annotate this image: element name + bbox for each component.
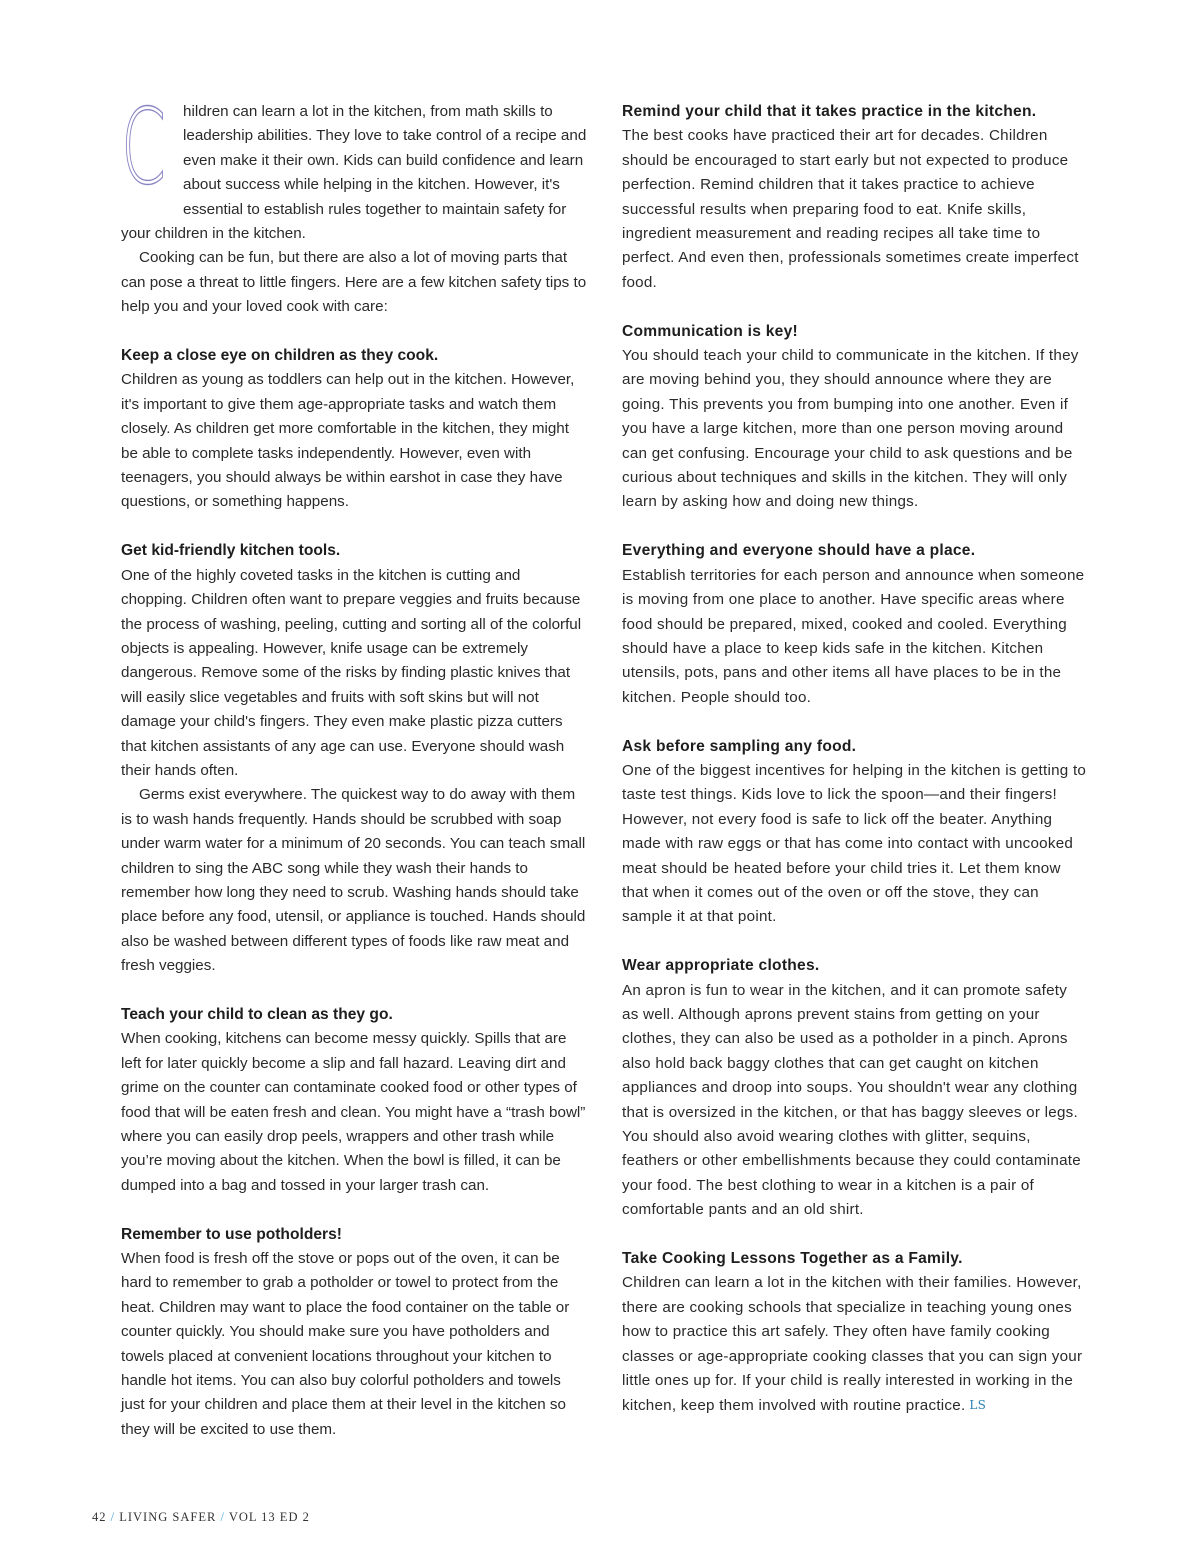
section-paragraph: When food is fresh off the stove or pops out of the oven, it can be hard to remember to grab a potholder or towel to protect from the heat. Children may want to place the food container on the table or counter quickly. You should make sure you have potholders and towels placed at convenient locations throughout your kitchen to handle hot items. You can also buy colorful potholders and towels just for your children and place them at their level in the kitchen so they will be excited to use them. (121, 1250, 570, 1438)
section-heading: Communication is key! (622, 322, 798, 340)
issue-label: VOL 13 ED 2 (228, 1510, 310, 1524)
left-column (121, 86, 587, 1442)
section-paragraph: The best cooks have practiced their art for decades. Children should be encouraged to start early but not expected to produce perfection. Remind children that it takes practice to achieve successful results when preparing food to eat. Knife skills, ingredient measurement and reading recipes all take time to perfect. And even then, professionals sometimes create imperfect food. (622, 127, 1079, 291)
section-paragraph: You should teach your child to communicate in the kitchen. If they are moving behind you, they should announce where they are going. This prevents you from bumping into one another. Even if you have a large kitchen, more than one person moving around can get confusing. Encourage your child to ask questions and be curious about techniques and skills in the kitchen. They will only learn by asking how and doing new things. (622, 347, 1079, 511)
section-heading: Remember to use potholders! (121, 1225, 342, 1243)
section-heading: Wear appropriate clothes. (622, 957, 820, 975)
right-column (622, 100, 1088, 1419)
section-paragraph: Establish territories for each person and announce when someone is moving from one place to another. Have specific areas where food should be prepared, mixed, cooked and cooled. Everything should have a place to keep kids safe in the kitchen. Kitchen utensils, pots, pans and other items all have places to be in the kitchen. People should too. (622, 566, 1085, 706)
section-paragraph: One of the biggest incentives for helping in the kitchen is getting to taste test things. Kids love to lick the spoon—and their fingers! However, not every food is safe to lick off the beater. Anything made with raw eggs or that has come into contact with uncooked meat should be heated before your child tries it. Let them know that when it comes out of the oven or off the stove, they can sample it at that point. (622, 761, 1087, 926)
section-paragraph: Germs exist everywhere. The quickest way to do away with them is to wash hands frequently. Hands should be scrubbed with soap under warm water for a minimum of 20 seconds. You can teach small children to sing the ABC song while they wash their hands to remember how long they need to scrub. Washing hands should take place before any food, utensil, or appliance is touched. Hands should also be washed between different types of foods like raw meat and fresh veggies. (121, 786, 586, 975)
section-paragraph: An apron is fun to wear in the kitchen, and it can promote safety as well. Although aprons prevent stains from getting on your clothes, they can also be used as a potholder in a pinch. Aprons also hold back baggy clothes that can get caught on kitchen appliances and droop into soups. You shouldn't wear any clothing that is oversized in the kitchen, or that has baggy sleeves or legs. You should also avoid wearing clothes with glitter, sequins, feathers or other embellishments because they could contaminate your food. The best clothing to wear in a kitchen is a pair of comfortable pants and an old shirt. (622, 981, 1081, 1219)
footer-separator: / (220, 1510, 225, 1524)
magazine-name: LIVING SAFER (119, 1510, 217, 1524)
section-paragraph: Children as young as toddlers can help out in the kitchen. However, it's important to give them age-appropriate tasks and watch them closely. As children get more comfortable in the kitchen, they might be able to complete tasks independently. However, even with teenagers, you should always be within earshot in case they have questions, or something happens. (121, 371, 575, 511)
end-mark-icon: LS (969, 1398, 987, 1413)
page-footer (92, 1510, 310, 1525)
intro-text-2: Cooking can be fun, but there are also a lot of moving parts that can pose a threat to little fingers. Here are a few kitchen safety tips to help you and your loved cook with care: (121, 249, 587, 316)
page-number: 42 (92, 1510, 107, 1524)
section-heading: Everything and everyone should have a place. (622, 542, 976, 560)
section-paragraph (622, 1271, 1088, 1418)
section-heading: Take Cooking Lessons Together as a Family. (622, 1250, 963, 1268)
section-heading: Teach your child to clean as they go. (121, 1005, 393, 1023)
section-paragraph: One of the highly coveted tasks in the kitchen is cutting and chopping. Children often want to prepare veggies and fruits because the process of washing, peeling, cutting and sorting all of the colorful objects is appealing. However, knife usage can be extremely dangerous. Remove some of the risks by finding plastic knives that will easily slice vegetables and fruits with soft skins but will not damage your child's fingers. They even make plastic pizza cutters that kitchen assistants of any age can use. Everyone should wash their hands often. (121, 566, 582, 779)
section-paragraph: When cooking, kitchens can become messy quickly. Spills that are left for later quickly become a slip and fall hazard. Leaving dirt and grime on the counter can contaminate cooked food or other types of food that will be eaten fresh and clean. You might have a “trash bowl” where you can easily drop peels, wrappers and other trash while you’re moving about the kitchen. When the bowl is filled, it can be dumped into a bag and tossed in your larger trash can. (121, 1030, 586, 1194)
section-heading: Remind your child that it takes practice in the kitchen. (622, 103, 1037, 120)
section-heading: Get kid-friendly kitchen tools. (121, 542, 341, 560)
intro-text: hildren can learn a lot in the kitchen, from math skills to leadership abilities. They love to take control of a recipe and even make it their own. Kids can build confidence and learn about success while helping in the kitchen. However, it's essential to establish rules together to maintain safety for your children in the kitchen. (121, 103, 587, 243)
drop-cap: C (121, 86, 167, 208)
intro-paragraph (121, 86, 587, 246)
section-heading: Keep a close eye on children as they cook. (121, 347, 439, 365)
closing-text: Children can learn a lot in the kitchen with their families. However, there are cooking schools that specialize in teaching young ones how to practice this art safely. They often have family cooking classes or age-appropriate cooking classes that you can sign your little ones up for. If your child is really interested in working in the kitchen, keep them involved with routine practice. (622, 1274, 1083, 1415)
section-heading: Ask before sampling any food. (622, 737, 857, 755)
footer-separator: / (110, 1510, 116, 1524)
